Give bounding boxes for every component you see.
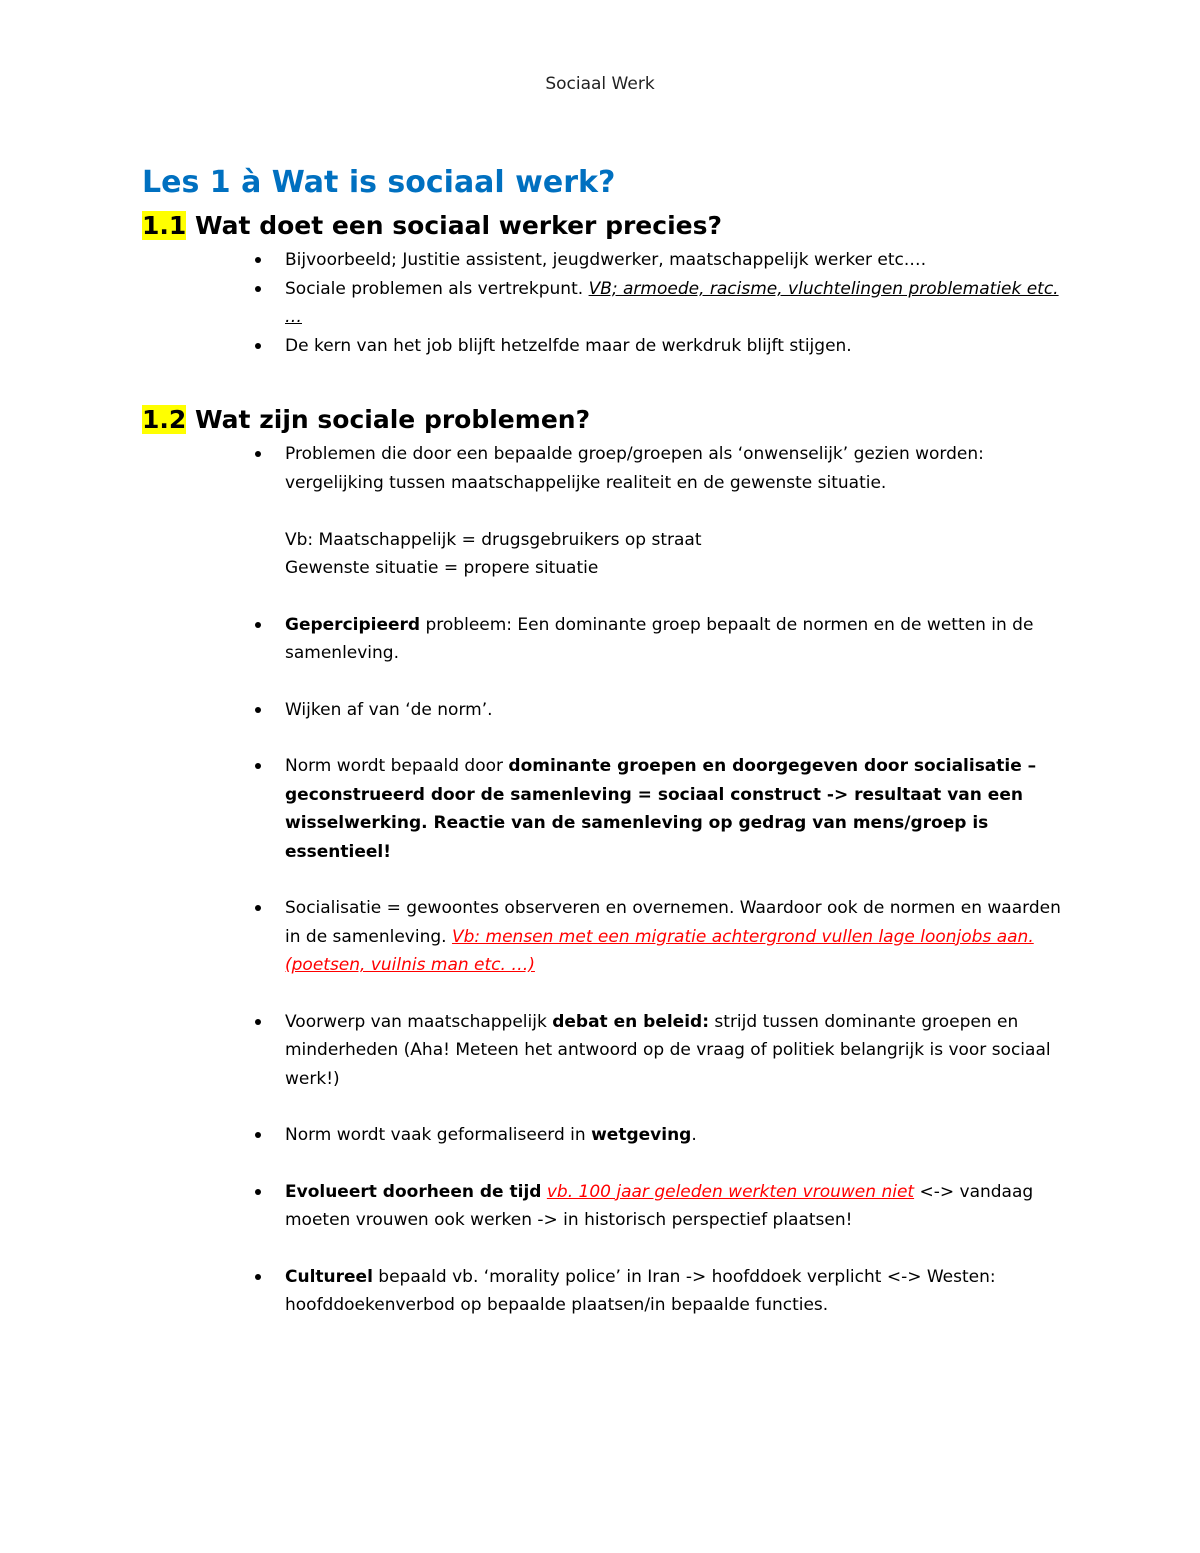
bullet-dot-icon [255, 763, 261, 769]
list-item-text: Bijvoorbeeld; Justitie assistent, jeugdwerker, maatschappelijk werker etc.… [285, 250, 927, 270]
bold-term: Evolueert doorheen de tijd [285, 1181, 542, 1202]
list-item-text: Norm wordt bepaald door [285, 756, 509, 776]
spacer [142, 724, 1072, 752]
bullet-dot-icon [255, 1019, 261, 1025]
list-item [142, 246, 1072, 275]
list-item-text: Wijken af van ‘de norm’. [285, 699, 493, 720]
list-item-text: bepaald vb. ‘morality police’ in Iran -> hoofddoek verplicht <-> Westen: hoofddoekenverbod op bepaalde plaatsen/in bepaalde functies. [285, 1266, 996, 1315]
list-item [142, 752, 1072, 866]
list-item [142, 1178, 1072, 1235]
list-item-text: Socialisatie = gewoontes observeren en overnemen. Waardoor ook de normen en waarden in de samenleving. [285, 898, 1061, 947]
bold-term: Cultureel [285, 1266, 373, 1287]
list-item [142, 440, 1072, 583]
section-title: Wat zijn sociale problemen? [186, 405, 591, 434]
list-item-text: strijd tussen dominante groepen en minderheden (Aha! Meteen het antwoord op de vraag of politiek belangrijk is voor sociaal werk!) [285, 1011, 1051, 1089]
bold-term: dominante groepen en doorgegeven door socialisatie – geconstrueerd door de samenleving = sociaal construct -> resultaat van een wisselwerking. Reactie van de samenleving op gedrag van mens/groep is essentieel! [285, 756, 1037, 862]
section-heading-1-1 [142, 206, 1072, 246]
list-item-text: probleem: Een dominante groep bepaalt de normen en de wetten in de samenleving. [285, 614, 1034, 663]
list-item-text: De kern van het job blijft hetzelfde maar de werkdruk blijft stijgen. [285, 335, 852, 356]
section-number-highlight: 1.1 [142, 211, 187, 240]
section-heading-1-2 [142, 400, 1072, 440]
bold-term: Gepercipieerd [285, 614, 421, 635]
spacer [142, 583, 1072, 611]
list-item [142, 696, 1072, 725]
list-item-text: <-> vandaag moeten vrouwen ook werken -> in historisch perspectief plaatsen! [285, 1181, 1034, 1230]
spacer [285, 497, 1072, 526]
list-item-text: Norm wordt vaak geformaliseerd in [285, 1125, 592, 1145]
list-item [142, 1008, 1072, 1094]
spacer [142, 360, 1072, 400]
list-item-text: Problemen die door een bepaalde groep/groepen als ‘onwenselijk’ gezien worden: vergelijking tussen maatschappelijke realiteit en de gewenste situatie. [285, 444, 984, 493]
page-header: Sociaal Werk [545, 74, 655, 94]
example-text: VB; armoede, racisme, vluchtelingen problematiek etc. … [285, 278, 1059, 327]
bold-term: debat en beleid: [552, 1011, 710, 1032]
list-item-text: Voorwerp van maatschappelijk [285, 1011, 553, 1032]
spacer [142, 668, 1072, 696]
example-text-red: vb. 100 jaar geleden werkten vrouwen niet [546, 1181, 915, 1202]
bullet-list-1-2 [142, 440, 1072, 1320]
bullet-dot-icon [255, 905, 261, 911]
section-title: Wat doet een sociaal werker precies? [186, 211, 722, 240]
spacer [142, 1093, 1072, 1121]
list-item [142, 611, 1072, 668]
spacer [142, 980, 1072, 1008]
bullet-dot-icon [255, 707, 261, 713]
bullet-dot-icon [255, 451, 261, 457]
bullet-dot-icon [255, 1189, 261, 1195]
bullet-dot-icon [255, 1132, 261, 1138]
bullet-dot-icon [255, 622, 261, 628]
list-item [142, 894, 1072, 980]
section-number-highlight: 1.2 [142, 405, 187, 434]
list-item-text: Sociale problemen als vertrekpunt. [285, 278, 589, 299]
spacer [142, 866, 1072, 894]
example-text-red: Vb: mensen met een migratie achtergrond vullen lage loonjobs aan. (poetsen, vuilnis man etc. …) [285, 926, 1034, 975]
list-item-text: . [691, 1125, 697, 1145]
bullet-dot-icon [255, 1274, 261, 1280]
spacer [142, 1235, 1072, 1263]
bullet-dot-icon [255, 343, 261, 349]
spacer [142, 1150, 1072, 1178]
list-item [142, 332, 1072, 361]
list-item [142, 1121, 1072, 1150]
bullet-dot-icon [255, 257, 261, 263]
document-body [142, 160, 1072, 1320]
bullet-list-1-1 [142, 246, 1072, 360]
bullet-dot-icon [255, 286, 261, 292]
document-title: Les 1 à Wat is sociaal werk? [142, 165, 616, 200]
list-item [142, 1263, 1072, 1320]
example-line: Vb: Maatschappelijk = drugsgebruikers op straat [285, 529, 702, 550]
bold-term: wetgeving [591, 1125, 692, 1145]
list-item [142, 275, 1072, 332]
example-line: Gewenste situatie = propere situatie [285, 558, 599, 578]
